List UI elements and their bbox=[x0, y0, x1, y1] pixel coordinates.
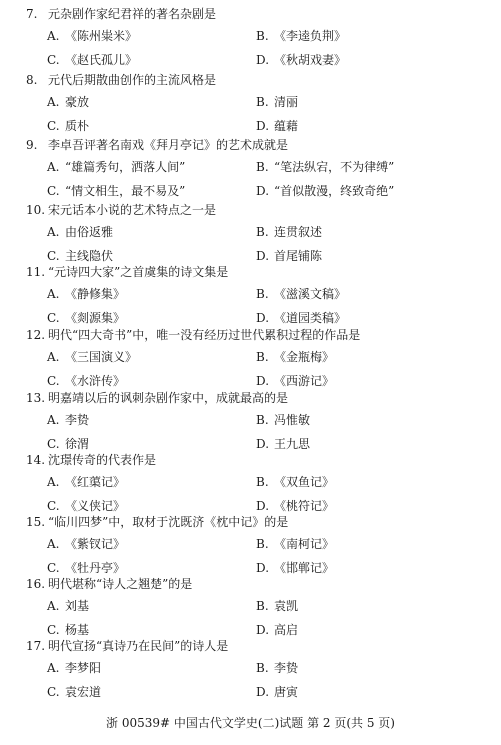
question-stem bbox=[26, 137, 288, 153]
option-text: 冯惟敏 bbox=[274, 413, 311, 427]
option-b bbox=[256, 224, 322, 240]
option-text: 清丽 bbox=[274, 95, 299, 109]
option-letter: A. bbox=[47, 29, 60, 43]
option-a bbox=[47, 660, 101, 676]
option-a bbox=[47, 28, 137, 44]
option-letter: D. bbox=[256, 311, 270, 325]
option-a bbox=[47, 224, 113, 240]
option-text: 《陈州粜米》 bbox=[65, 29, 138, 43]
option-text: 豪放 bbox=[65, 95, 90, 109]
option-letter: D. bbox=[256, 561, 270, 575]
option-text: 李梦阳 bbox=[65, 661, 102, 675]
option-letter: D. bbox=[256, 499, 270, 513]
option-a bbox=[47, 159, 185, 175]
option-text: “笔法纵宕，不为律缚” bbox=[274, 160, 395, 174]
question-stem bbox=[26, 264, 228, 280]
option-d bbox=[256, 373, 334, 389]
question-text: 明代宣扬“真诗乃在民间”的诗人是 bbox=[48, 639, 229, 653]
option-letter: A. bbox=[47, 413, 60, 427]
option-letter: C. bbox=[47, 311, 60, 325]
question-number: 9. bbox=[26, 138, 38, 152]
option-text: 《道园类稿》 bbox=[274, 311, 347, 325]
option-text: 《南柯记》 bbox=[274, 537, 335, 551]
option-text: 蕴藉 bbox=[274, 119, 299, 133]
option-letter: A. bbox=[47, 95, 60, 109]
option-b bbox=[256, 474, 334, 490]
option-text: 《红蕖记》 bbox=[65, 475, 126, 489]
option-text: 《三国演义》 bbox=[65, 350, 138, 364]
question-stem bbox=[26, 638, 228, 654]
option-letter: B. bbox=[256, 160, 269, 174]
option-text: 首尾铺陈 bbox=[274, 249, 323, 263]
option-text: 袁宏道 bbox=[65, 685, 102, 699]
option-c bbox=[47, 436, 89, 452]
option-text: 《牡丹亭》 bbox=[65, 561, 126, 575]
option-letter: D. bbox=[256, 374, 270, 388]
option-text: 刘基 bbox=[65, 599, 90, 613]
question-text: 宋元话本小说的艺术特点之一是 bbox=[48, 203, 217, 217]
option-letter: A. bbox=[47, 599, 60, 613]
question-number: 11. bbox=[26, 265, 46, 279]
option-text: 《义侠记》 bbox=[65, 499, 126, 513]
question-text: 明代“四大奇书”中，唯一没有经历过世代累积过程的作品是 bbox=[48, 328, 361, 342]
option-letter: C. bbox=[47, 249, 60, 263]
option-letter: C. bbox=[47, 184, 60, 198]
option-d bbox=[256, 622, 298, 638]
option-d bbox=[256, 436, 310, 452]
question-stem bbox=[26, 576, 192, 592]
option-text: 《西游记》 bbox=[274, 374, 335, 388]
option-text: 主线隐伏 bbox=[65, 249, 114, 263]
option-text: 高启 bbox=[274, 623, 299, 637]
option-letter: C. bbox=[47, 499, 60, 513]
option-d bbox=[256, 183, 394, 199]
option-text: 《紫钗记》 bbox=[65, 537, 126, 551]
option-a bbox=[47, 474, 125, 490]
option-b bbox=[256, 349, 334, 365]
question-text: 李卓吾评著名南戏《拜月亭记》的艺术成就是 bbox=[48, 138, 289, 152]
option-b bbox=[256, 598, 298, 614]
option-letter: B. bbox=[256, 350, 269, 364]
question-text: 明嘉靖以后的讽刺杂剧作家中，成就最高的是 bbox=[48, 391, 289, 405]
option-text: 《水浒传》 bbox=[65, 374, 126, 388]
option-letter: D. bbox=[256, 437, 270, 451]
option-text: 连贯叙述 bbox=[274, 225, 323, 239]
option-b bbox=[256, 286, 346, 302]
question-stem bbox=[26, 72, 216, 88]
question-text: 元杂剧作家纪君祥的著名杂剧是 bbox=[48, 7, 217, 21]
option-letter: A. bbox=[47, 475, 60, 489]
option-letter: B. bbox=[256, 413, 269, 427]
question-text: 沈璟传奇的代表作是 bbox=[48, 453, 157, 467]
question-text: 元代后期散曲创作的主流风格是 bbox=[48, 73, 217, 87]
option-letter: D. bbox=[256, 623, 270, 637]
option-letter: D. bbox=[256, 184, 270, 198]
option-letter: B. bbox=[256, 29, 269, 43]
option-c bbox=[47, 498, 125, 514]
option-c bbox=[47, 560, 125, 576]
option-c bbox=[47, 622, 89, 638]
option-letter: C. bbox=[47, 437, 60, 451]
question-stem bbox=[26, 452, 156, 468]
option-text: 李贽 bbox=[274, 661, 299, 675]
option-d bbox=[256, 52, 346, 68]
question-number: 16. bbox=[26, 577, 46, 591]
option-letter: B. bbox=[256, 661, 269, 675]
option-b bbox=[256, 159, 394, 175]
option-b bbox=[256, 536, 334, 552]
option-text: 李贽 bbox=[65, 413, 90, 427]
option-letter: D. bbox=[256, 685, 270, 699]
option-text: 徐渭 bbox=[65, 437, 90, 451]
option-text: “情文相生，最不易及” bbox=[65, 184, 186, 198]
question-text: 明代堪称“诗人之翘楚”的是 bbox=[48, 577, 193, 591]
question-stem bbox=[26, 514, 288, 530]
option-text: 杨基 bbox=[65, 623, 90, 637]
question-number: 13. bbox=[26, 391, 46, 405]
option-a bbox=[47, 286, 125, 302]
option-letter: B. bbox=[256, 225, 269, 239]
option-letter: B. bbox=[256, 537, 269, 551]
question-stem bbox=[26, 6, 216, 22]
question-number: 15. bbox=[26, 515, 46, 529]
option-text: 《桃符记》 bbox=[274, 499, 335, 513]
option-d bbox=[256, 248, 322, 264]
option-letter: A. bbox=[47, 661, 60, 675]
question-stem bbox=[26, 390, 288, 406]
option-letter: C. bbox=[47, 685, 60, 699]
question-number: 17. bbox=[26, 639, 46, 653]
option-text: 《金瓶梅》 bbox=[274, 350, 335, 364]
option-a bbox=[47, 598, 89, 614]
option-d bbox=[256, 684, 298, 700]
option-c bbox=[47, 310, 125, 326]
question-stem bbox=[26, 327, 360, 343]
option-text: 王九思 bbox=[274, 437, 311, 451]
option-b bbox=[256, 412, 310, 428]
option-letter: C. bbox=[47, 374, 60, 388]
option-text: 唐寅 bbox=[274, 685, 299, 699]
option-letter: A. bbox=[47, 350, 60, 364]
option-letter: C. bbox=[47, 623, 60, 637]
question-stem bbox=[26, 202, 216, 218]
option-text: 《滋溪文稿》 bbox=[274, 287, 347, 301]
option-c bbox=[47, 684, 101, 700]
option-letter: D. bbox=[256, 53, 270, 67]
question-number: 14. bbox=[26, 453, 46, 467]
option-a bbox=[47, 412, 89, 428]
question-text: “元诗四大家”之首虞集的诗文集是 bbox=[48, 265, 229, 279]
option-b bbox=[256, 660, 298, 676]
question-text: “临川四梦”中，取材于沈既济《枕中记》的是 bbox=[48, 515, 289, 529]
option-b bbox=[256, 94, 298, 110]
option-text: 《剡源集》 bbox=[65, 311, 126, 325]
option-text: 《李逵负荆》 bbox=[274, 29, 347, 43]
option-d bbox=[256, 498, 334, 514]
option-text: 《赵氏孤儿》 bbox=[65, 53, 138, 67]
option-b bbox=[256, 28, 346, 44]
option-letter: B. bbox=[256, 475, 269, 489]
option-c bbox=[47, 373, 125, 389]
option-letter: D. bbox=[256, 249, 270, 263]
option-letter: A. bbox=[47, 287, 60, 301]
option-text: “首似散漫，终致奇绝” bbox=[274, 184, 395, 198]
question-number: 10. bbox=[26, 203, 46, 217]
option-a bbox=[47, 349, 137, 365]
question-number: 8. bbox=[26, 73, 38, 87]
option-a bbox=[47, 94, 89, 110]
option-d bbox=[256, 118, 298, 134]
option-c bbox=[47, 183, 185, 199]
option-letter: A. bbox=[47, 225, 60, 239]
option-text: 《静修集》 bbox=[65, 287, 126, 301]
option-text: 质朴 bbox=[65, 119, 90, 133]
option-letter: A. bbox=[47, 160, 60, 174]
option-letter: C. bbox=[47, 53, 60, 67]
option-letter: B. bbox=[256, 599, 269, 613]
option-text: 《秋胡戏妻》 bbox=[274, 53, 347, 67]
option-letter: D. bbox=[256, 119, 270, 133]
option-text: “雄篇秀句，洒落人间” bbox=[65, 160, 186, 174]
option-letter: B. bbox=[256, 287, 269, 301]
option-text: 袁凯 bbox=[274, 599, 299, 613]
question-number: 7. bbox=[26, 7, 38, 21]
option-letter: C. bbox=[47, 561, 60, 575]
option-c bbox=[47, 118, 89, 134]
option-letter: A. bbox=[47, 537, 60, 551]
option-d bbox=[256, 310, 346, 326]
option-text: 《邯郸记》 bbox=[274, 561, 335, 575]
option-d bbox=[256, 560, 334, 576]
option-text: 《双鱼记》 bbox=[274, 475, 335, 489]
option-c bbox=[47, 248, 113, 264]
question-number: 12. bbox=[26, 328, 46, 342]
option-letter: C. bbox=[47, 119, 60, 133]
option-a bbox=[47, 536, 125, 552]
page-footer: 浙 00539# 中国古代文学史(二)试题 第 2 页(共 5 页) bbox=[106, 716, 395, 730]
option-letter: B. bbox=[256, 95, 269, 109]
option-text: 由俗返雅 bbox=[65, 225, 114, 239]
option-c bbox=[47, 52, 137, 68]
